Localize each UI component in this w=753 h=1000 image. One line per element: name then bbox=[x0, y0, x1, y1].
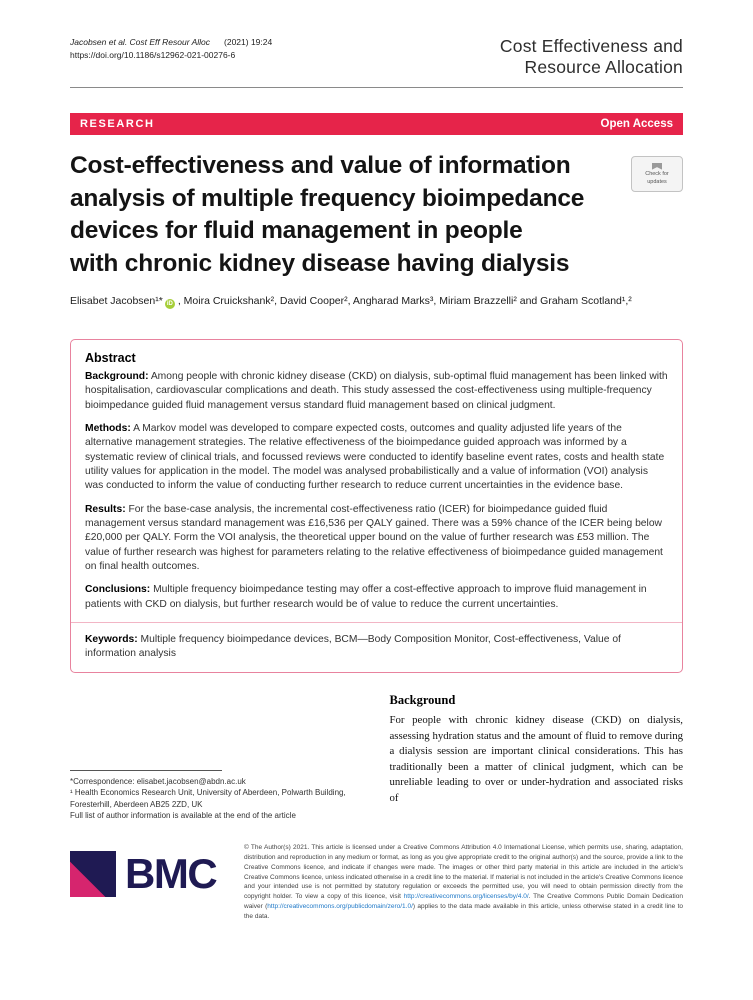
keywords-separator bbox=[71, 622, 682, 623]
abstract-section-background bbox=[85, 370, 668, 413]
check-updates-badge[interactable] bbox=[631, 156, 683, 192]
badge-text-line1: Check for bbox=[645, 170, 669, 177]
doi-link[interactable]: https://doi.org/10.1186/s12962-021-00276-6 bbox=[70, 50, 236, 61]
doi-line bbox=[70, 49, 272, 62]
bmc-logo bbox=[70, 851, 228, 897]
correspondence-label: *Correspondence: bbox=[70, 777, 137, 787]
correspondence-line bbox=[70, 776, 364, 787]
license-part-1: © The Author(s) 2021. This article is licensed under a Creative Commons Attribution 4.0 International License, which permits use, sharing, adaptation, distribution and reproduction in any medium or format, as long as you give appropriate credit to the original author(s) and the source, provide a link to the Creative Commons licence, and indicate if changes were made. The images or other third party material in this article are included in the article's Creative Commons licence, unless indicated otherwise in a credit line to the material. If material is not included in the article's Creative Commons licence and your intended use is not permitted by statutory regulation or exceeds the permitted use, you will need to obtain permission directly from the copyright holder. To view a copy of this licence, visit bbox=[244, 844, 683, 901]
journal-name-line1: Cost Effectiveness and bbox=[499, 36, 683, 56]
background-paragraph: For people with chronic kidney disease (CKD) on dialysis, assessing hydration status and the amount of fluid to remove during a dialysis session are important clinical considerations. This has traditionally been a matter of clinical judgment, which can be unreliable leading to over or under-hydration and associated risks of bbox=[389, 714, 683, 804]
article-type-label: RESEARCH bbox=[80, 118, 155, 130]
citation-volume: (2021) 19:24 bbox=[224, 37, 273, 47]
authors-line bbox=[70, 293, 680, 311]
abstract-heading: Abstract bbox=[85, 351, 136, 366]
title-line-1: Cost-effectiveness and value of information bbox=[70, 152, 571, 179]
abstract-section-conclusions bbox=[85, 583, 668, 612]
crossmark-icon bbox=[652, 163, 662, 170]
authors-rest: , Moira Cruickshank², David Cooper², Angharad Marks³, Miriam Brazzelli² and Graham Scotland¹,² bbox=[177, 295, 632, 308]
page-footer bbox=[70, 843, 683, 921]
author-first: Elisabet Jacobsen¹* bbox=[70, 295, 163, 308]
abstract-label-keywords: Keywords: bbox=[85, 633, 138, 645]
journal-name bbox=[500, 36, 683, 78]
abstract-section-keywords bbox=[85, 633, 668, 662]
abstract-text-keywords: Multiple frequency bioimpedance devices, BCM—Body Composition Monitor, Cost-effectiveness, Value of information analysis bbox=[85, 633, 621, 660]
title-line-3: devices for fluid management in people bbox=[70, 217, 523, 245]
abstract-section-methods bbox=[85, 422, 668, 494]
article-title bbox=[70, 150, 584, 280]
citation-block bbox=[70, 36, 272, 62]
license-link-cc-by[interactable]: http://creativecommons.org/licenses/by/4.0/ bbox=[403, 893, 529, 901]
bmc-logo-mark-icon bbox=[70, 851, 116, 897]
affiliation-line: ¹ Health Economics Research Unit, University of Aberdeen, Polwarth Building, Foresterhill, Aberdeen AB25 2ZD, UK bbox=[70, 788, 346, 809]
author-info-note: Full list of author information is available at the end of the article bbox=[70, 811, 296, 821]
abstract-box bbox=[70, 339, 683, 673]
abstract-label-background: Background: bbox=[85, 371, 149, 383]
abstract-section-results bbox=[85, 503, 668, 575]
abstract-text-conclusions: Multiple frequency bioimpedance testing may offer a cost-effective approach to improve fluid management in patients with CKD on dialysis, but further research would be of value to reduce the current uncertainties. bbox=[85, 584, 647, 610]
footnote-divider bbox=[70, 770, 222, 771]
correspondence-email[interactable]: elisabet.jacobsen@abdn.ac.uk bbox=[136, 777, 246, 787]
abstract-label-methods: Methods: bbox=[85, 423, 131, 435]
abstract-text-background: Among people with chronic kidney disease (CKD) on dialysis, sub-optimal fluid management has been linked with hospitalisation, cardiovascular complications and death. This study assessed the cost-effectiveness using multiple-frequency bioimpedance guided fluid management versus standard fluid management based on clinical judgment. bbox=[85, 371, 668, 411]
abstract-label-results: Results: bbox=[85, 503, 126, 515]
abstract-label-conclusions: Conclusions: bbox=[85, 584, 151, 596]
body-columns bbox=[70, 693, 683, 821]
license-part-2: . The Creative Commons Public Domain Dedication waiver ( bbox=[244, 893, 683, 910]
abstract-text-methods: A Markov model was developed to compare expected costs, outcomes and quality adjusted life years of the alternative management strategies. The relative effectiveness of the bioimpedance guided approach was informed by a systematic review of clinical trials, and focussed reviews were conducted to identify baseline event rates, costs and health state utility values for application in the model. The model was analysed probabilistically and a value of information (VOI) analysis was conducted to inform the value of conducting further research to reduce current uncertainties in the evidence base. bbox=[85, 423, 665, 492]
abstract-text-results: For the base-case analysis, the incremental cost-effectiveness ratio (ICER) for bioimpedance guided fluid management versus standard management was £16,536 per QALY gained. There was a 59% chance of the ICER being below £20,000 per QALY. Form the VOI analysis, the theoretical upper bound on the value of further research was £53 million. The value of further research was highest for parameters relating to the relative effectiveness of bioimpedance guided management on final health outcomes. bbox=[85, 503, 663, 572]
orcid-icon[interactable]: iD bbox=[166, 301, 173, 308]
page-header bbox=[70, 36, 683, 78]
license-text bbox=[244, 843, 683, 921]
research-banner bbox=[70, 113, 683, 135]
footnote-block bbox=[70, 776, 364, 821]
journal-name-line2: Resource Allocation bbox=[524, 57, 683, 77]
left-column bbox=[70, 693, 364, 821]
right-column bbox=[390, 693, 684, 821]
badge-text-line2: updates bbox=[647, 178, 667, 185]
bmc-logo-text: BMC bbox=[125, 850, 217, 898]
title-line-4: with chronic kidney disease having dialysis bbox=[70, 249, 570, 277]
header-divider bbox=[70, 87, 683, 88]
open-access-label: Open Access bbox=[600, 118, 673, 130]
citation-journal-abbrev: Jacobsen et al. Cost Eff Resour Alloc bbox=[70, 37, 211, 47]
title-row bbox=[70, 150, 683, 280]
title-line-2: analysis of multiple frequency bioimpedance bbox=[70, 184, 585, 212]
license-part-3: ) applies to the data made available in this article, unless otherwise stated in a credit line to the data. bbox=[244, 902, 683, 920]
background-heading: Background bbox=[389, 693, 456, 708]
citation-line bbox=[70, 36, 272, 49]
license-link-cc-zero[interactable]: http://creativecommons.org/publicdomain/zero/1.0/ bbox=[267, 902, 413, 910]
